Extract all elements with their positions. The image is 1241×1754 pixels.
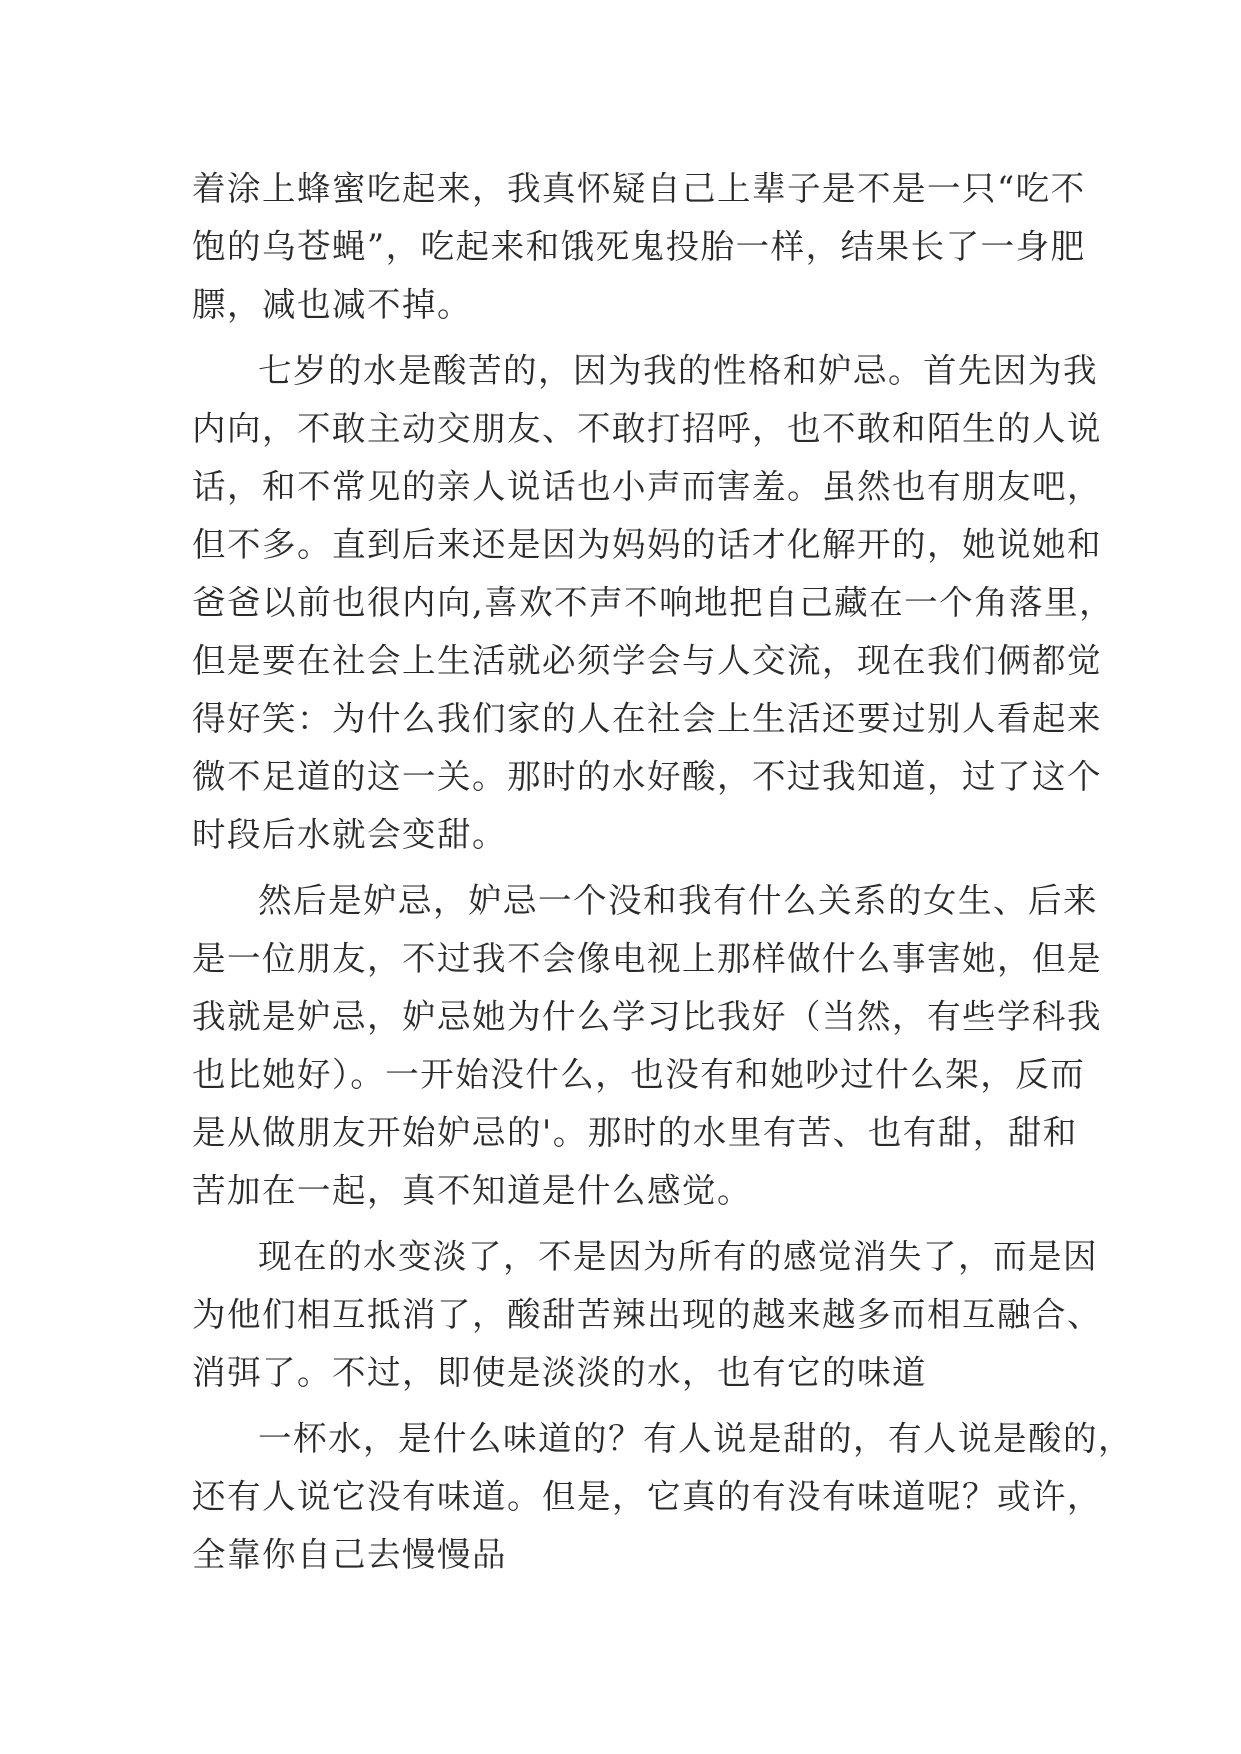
text-line: 爸爸以前也很内向,喜欢不声不响地把自己藏在一个角落里，	[192, 583, 1115, 622]
text-line: 话，和不常见的亲人说话也小声而害羞。虽然也有朋友吧，	[192, 467, 1102, 506]
text-line: 内向，不敢主动交朋友、不敢打招呼，也不敢和陌生的人说	[192, 409, 1102, 448]
text-line: 为他们相互抵消了，酸甜苦辣出现的越来越多而相互融合、	[192, 1295, 1102, 1334]
text-line: 还有人说它没有味道。但是，它真的有没有味道呢？或许，	[192, 1477, 1102, 1516]
text-line: 我就是妒忌，妒忌她为什么学习比我好（当然，有些学科我	[192, 997, 1102, 1036]
text-line: 得好笑：为什么我们家的人在社会上生活还要过别人看起来	[192, 699, 1102, 738]
body-text	[192, 160, 1133, 1584]
text-line: 全靠你自己去慢慢品	[192, 1535, 507, 1574]
text-line: 着涂上蜂蜜吃起来，我真怀疑自己上辈子是不是一只“吃不	[192, 169, 1086, 208]
text-line: 饱的乌苍蝇”，吃起来和饿死鬼投胎一样，结果长了一身肥	[192, 227, 1086, 266]
text-line: 但不多。直到后来还是因为妈妈的话才化解开的，她说她和	[192, 525, 1102, 564]
text-line: 也比她好）。一开始没什么，也没有和她吵过什么架，反而	[192, 1055, 1086, 1094]
text-line: 膘，减也减不掉。	[192, 285, 472, 324]
text-line: 时段后水就会变甜。	[192, 815, 507, 854]
text-line: 是从做朋友开始妒忌的'。那时的水里有苦、也有甜，甜和	[192, 1113, 1078, 1152]
text-line: 苦加在一起，真不知道是什么感觉。	[192, 1171, 752, 1210]
paragraph-first-line: 一杯水，是什么味道的？有人说是甜的，有人说是酸的，	[258, 1419, 1133, 1458]
paragraph-first-line: 七岁的水是酸苦的，因为我的性格和妒忌。首先因为我	[258, 351, 1098, 390]
paragraph-first-line: 现在的水变淡了，不是因为所有的感觉消失了，而是因	[258, 1237, 1098, 1276]
text-line: 消弭了。不过，即使是淡淡的水，也有它的味道	[192, 1353, 927, 1392]
text-line: 但是要在社会上生活就必须学会与人交流，现在我们俩都觉	[192, 641, 1102, 680]
text-line: 是一位朋友，不过我不会像电视上那样做什么事害她，但是	[192, 939, 1102, 978]
paragraph-first-line: 然后是妒忌，妒忌一个没和我有什么关系的女生、后来	[258, 881, 1098, 920]
text-line: 微不足道的这一关。那时的水好酸，不过我知道，过了这个	[192, 757, 1102, 796]
